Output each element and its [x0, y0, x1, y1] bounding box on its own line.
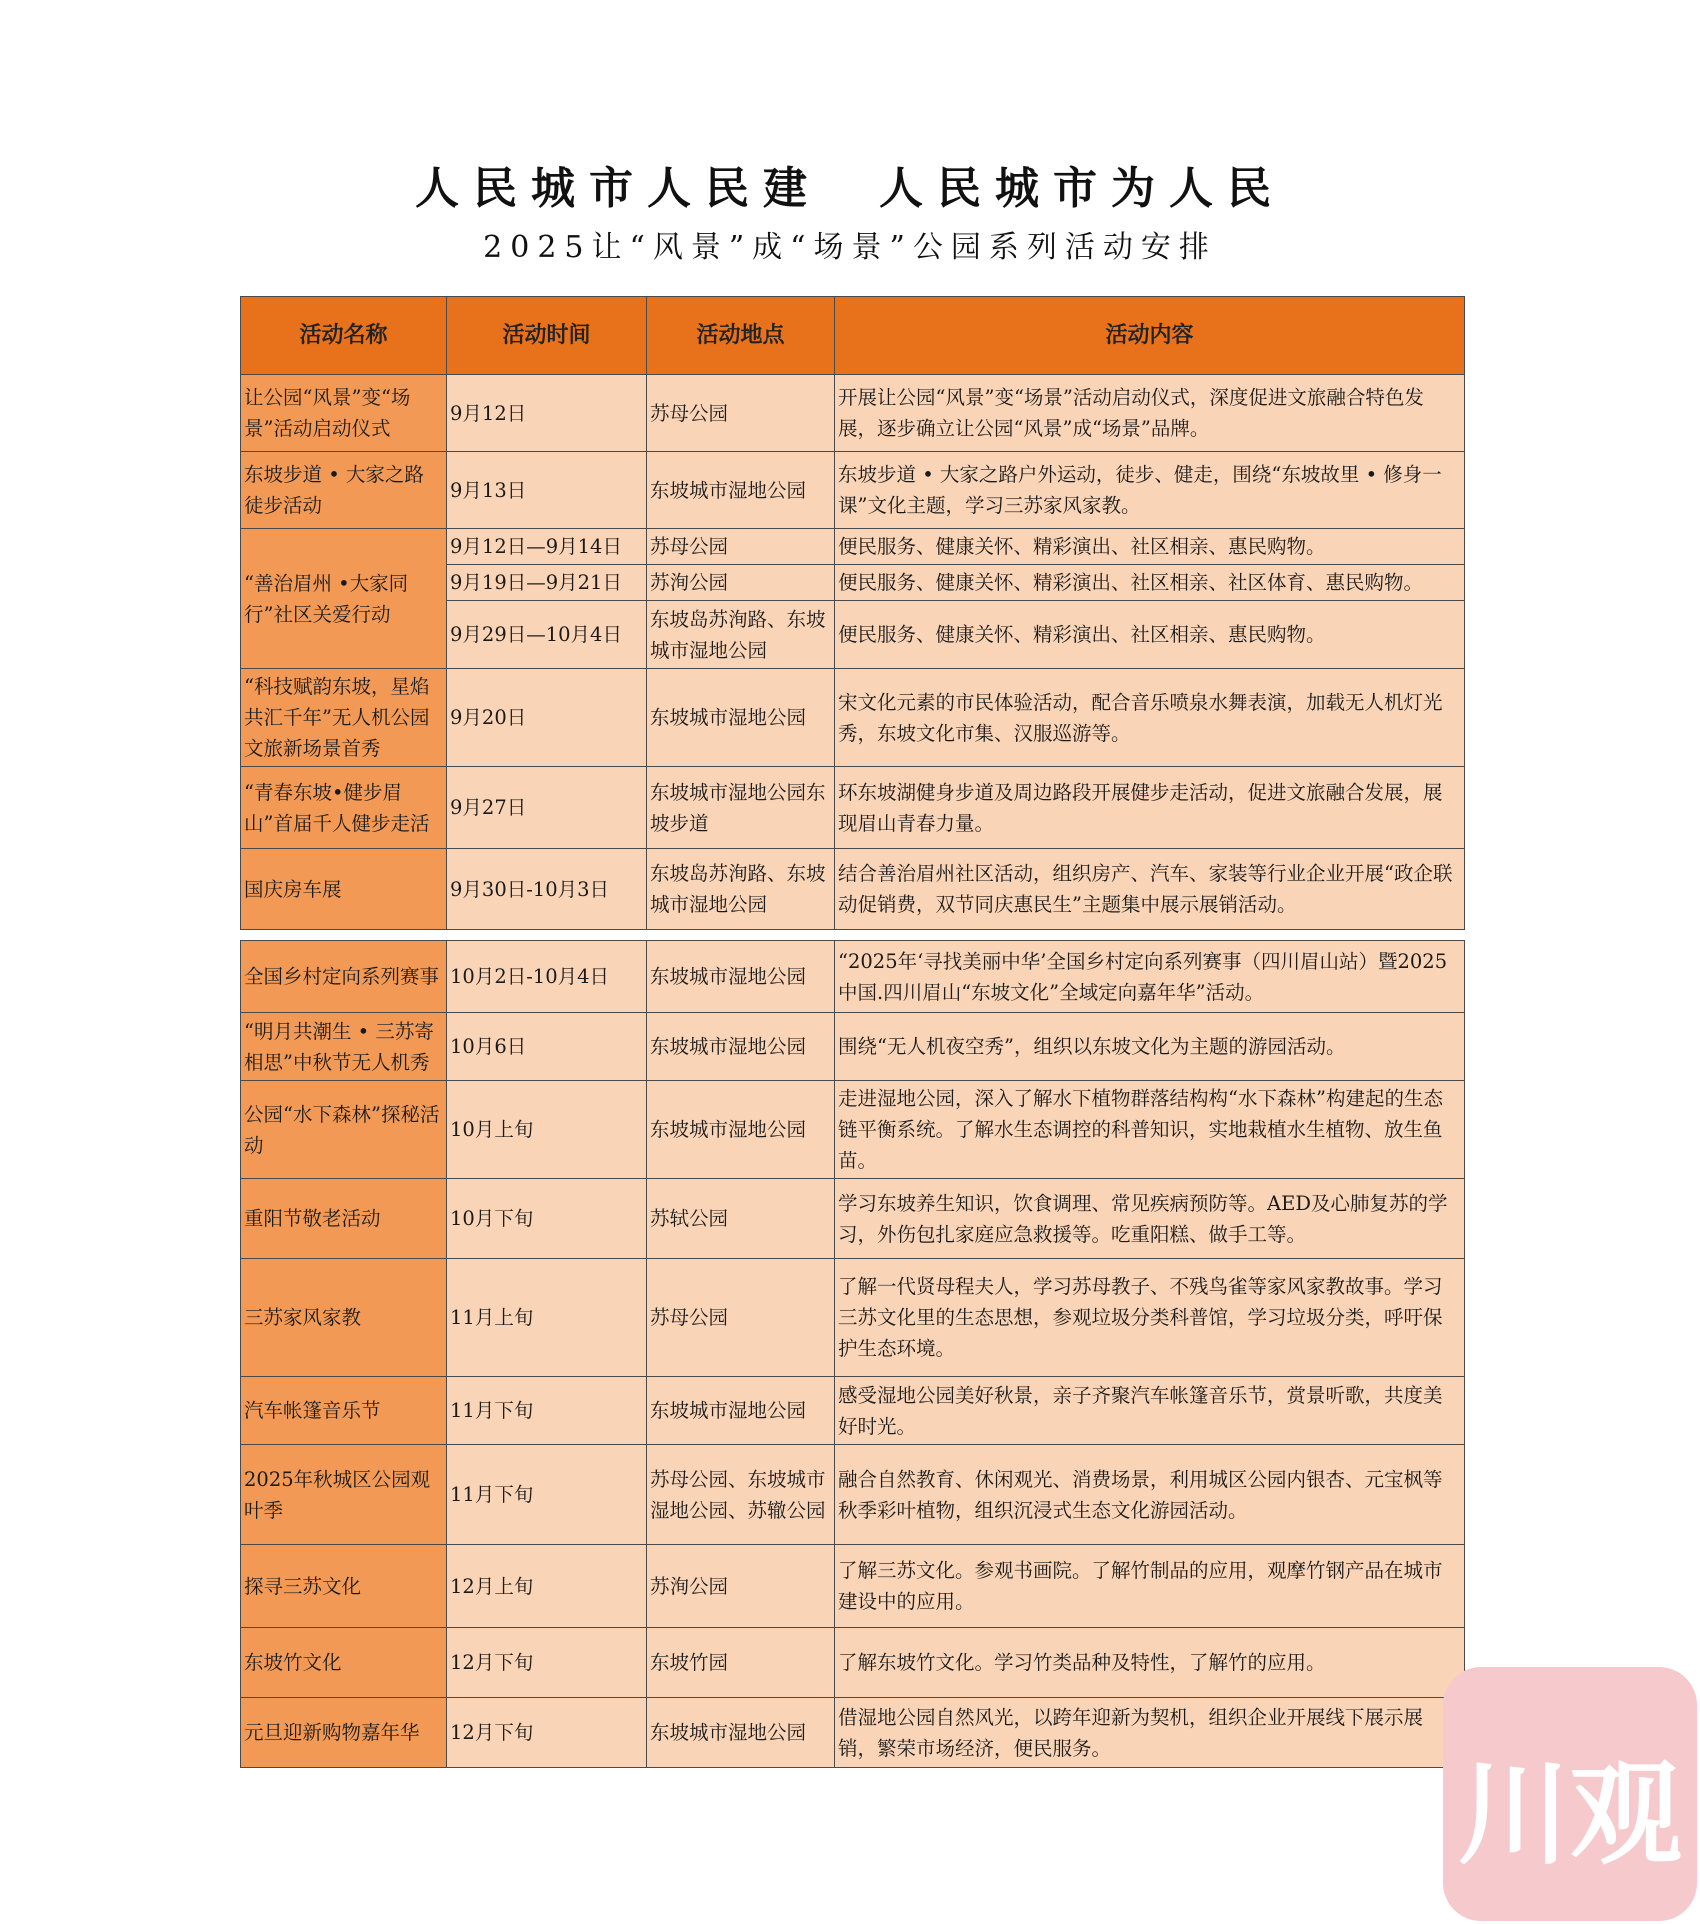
table-row	[241, 375, 1465, 452]
table-row	[241, 1377, 1465, 1445]
activity-time: 9月29日—10月4日	[447, 601, 647, 669]
activity-time: 12月上旬	[447, 1545, 647, 1628]
activity-place: 东坡城市湿地公园	[647, 1377, 835, 1445]
chuanguan-logo	[1443, 1667, 1697, 1921]
activity-time: 9月12日	[447, 375, 647, 452]
activity-content: 走进湿地公园，深入了解水下植物群落结构构“水下森林”构建起的生态链平衡系统。了解水生态调控的科普知识，实地栽植水生植物、放生鱼苗。	[835, 1081, 1465, 1179]
activity-name: “青春东坡•健步眉山”首届千人健步走活	[241, 767, 447, 849]
table-row	[241, 452, 1465, 529]
activity-time: 11月下旬	[447, 1445, 647, 1545]
activity-name: “明月共潮生 • 三苏寄相思”中秋节无人机秀	[241, 1013, 447, 1081]
table-row	[241, 1545, 1465, 1628]
activity-place: 苏母公园、东坡城市湿地公园、苏辙公园	[647, 1445, 835, 1545]
logo-text: 川观	[1458, 1750, 1682, 1880]
activity-name: 重阳节敬老活动	[241, 1179, 447, 1259]
activity-name: 2025年秋城区公园观叶季	[241, 1445, 447, 1545]
activity-name: 元旦迎新购物嘉年华	[241, 1698, 447, 1768]
activity-time: 11月下旬	[447, 1377, 647, 1445]
activity-time: 10月6日	[447, 1013, 647, 1081]
table-row	[241, 941, 1465, 1013]
table-row	[241, 529, 1465, 565]
page-title: 人民城市人民建 人民城市为人民	[415, 163, 1285, 214]
activity-name: 让公园“风景”变“场景”活动启动仪式	[241, 375, 447, 452]
table-row	[241, 1259, 1465, 1377]
activity-content: 了解三苏文化。参观书画院。了解竹制品的应用，观摩竹钢产品在城市建设中的应用。	[835, 1545, 1465, 1628]
activity-time: 9月12日—9月14日	[447, 529, 647, 565]
table-row	[241, 1445, 1465, 1545]
activity-time: 9月13日	[447, 452, 647, 529]
activity-place: 苏洵公园	[647, 565, 835, 601]
activity-content: 了解一代贤母程夫人，学习苏母教子、不残鸟雀等家风家教故事。学习三苏文化里的生态思想，参观垃圾分类科普馆，学习垃圾分类，呼吁保护生态环境。	[835, 1259, 1465, 1377]
activity-content: 结合善治眉州社区活动，组织房产、汽车、家装等行业企业开展“政企联动促销费，双节同庆惠民生”主题集中展示展销活动。	[835, 849, 1465, 930]
activity-place: 东坡城市湿地公园	[647, 1081, 835, 1179]
activity-content: 宋文化元素的市民体验活动，配合音乐喷泉水舞表演，加载无人机灯光秀，东坡文化市集、汉服巡游等。	[835, 669, 1465, 767]
activity-name: 全国乡村定向系列赛事	[241, 941, 447, 1013]
activity-content: 感受湿地公园美好秋景，亲子齐聚汽车帐篷音乐节，赏景听歌，共度美好时光。	[835, 1377, 1465, 1445]
table-row	[241, 1698, 1465, 1768]
table-row	[241, 1013, 1465, 1081]
table-header-row	[241, 297, 1465, 375]
activity-name: “善治眉州 •大家同行”社区关爱行动	[241, 529, 447, 669]
activity-name: “科技赋韵东坡，星焰共汇千年”无人机公园文旅新场景首秀	[241, 669, 447, 767]
activity-time: 11月上旬	[447, 1259, 647, 1377]
table-row	[241, 767, 1465, 849]
activity-content: 环东坡湖健身步道及周边路段开展健步走活动，促进文旅融合发展，展现眉山青春力量。	[835, 767, 1465, 849]
activity-time: 12月下旬	[447, 1698, 647, 1768]
activity-content: 开展让公园“风景”变“场景”活动启动仪式，深度促进文旅融合特色发展，逐步确立让公园“风景”成“场景”品牌。	[835, 375, 1465, 452]
schedule-table-part1	[240, 296, 1465, 930]
activity-name: 东坡步道 • 大家之路徒步活动	[241, 452, 447, 529]
activity-place: 东坡城市湿地公园	[647, 941, 835, 1013]
activity-place: 东坡竹园	[647, 1628, 835, 1698]
activity-name: 汽车帐篷音乐节	[241, 1377, 447, 1445]
activity-time: 12月下旬	[447, 1628, 647, 1698]
header-activity-time: 活动时间	[447, 297, 647, 375]
schedule-table-part2	[240, 940, 1465, 1768]
activity-content: “2025年‘寻找美丽中华’全国乡村定向系列赛事（四川眉山站）暨2025中国.四川眉山“东坡文化”全域定向嘉年华”活动。	[835, 941, 1465, 1013]
header-activity-name: 活动名称	[241, 297, 447, 375]
activity-time: 10月下旬	[447, 1179, 647, 1259]
activity-place: 东坡城市湿地公园东坡步道	[647, 767, 835, 849]
activity-time: 9月27日	[447, 767, 647, 849]
activity-time: 9月19日—9月21日	[447, 565, 647, 601]
table-row	[241, 1081, 1465, 1179]
activity-content: 便民服务、健康关怀、精彩演出、社区相亲、社区体育、惠民购物。	[835, 565, 1465, 601]
activity-place: 苏母公园	[647, 529, 835, 565]
activity-place: 东坡城市湿地公园	[647, 452, 835, 529]
activity-content: 借湿地公园自然风光，以跨年迎新为契机，组织企业开展线下展示展销，繁荣市场经济，便民服务。	[835, 1698, 1465, 1768]
activity-name: 探寻三苏文化	[241, 1545, 447, 1628]
activity-name: 东坡竹文化	[241, 1628, 447, 1698]
activity-name: 公园“水下森林”探秘活动	[241, 1081, 447, 1179]
table-row	[241, 669, 1465, 767]
activity-place: 东坡岛苏洵路、东坡城市湿地公园	[647, 601, 835, 669]
activity-time: 9月20日	[447, 669, 647, 767]
activity-name: 国庆房车展	[241, 849, 447, 930]
activity-place: 苏轼公园	[647, 1179, 835, 1259]
activity-time: 9月30日-10月3日	[447, 849, 647, 930]
activity-place: 苏母公园	[647, 1259, 835, 1377]
activity-time: 10月2日-10月4日	[447, 941, 647, 1013]
activity-content: 便民服务、健康关怀、精彩演出、社区相亲、惠民购物。	[835, 601, 1465, 669]
activity-place: 东坡岛苏洵路、东坡城市湿地公园	[647, 849, 835, 930]
activity-time: 10月上旬	[447, 1081, 647, 1179]
activity-place: 东坡城市湿地公园	[647, 669, 835, 767]
activity-content: 了解东坡竹文化。学习竹类品种及特性，了解竹的应用。	[835, 1628, 1465, 1698]
page-subtitle: 2025让“风景”成“场景”公园系列活动安排	[483, 230, 1217, 265]
activity-content: 便民服务、健康关怀、精彩演出、社区相亲、惠民购物。	[835, 529, 1465, 565]
activity-content: 融合自然教育、休闲观光、消费场景，利用城区公园内银杏、元宝枫等秋季彩叶植物，组织沉浸式生态文化游园活动。	[835, 1445, 1465, 1545]
header-activity-content: 活动内容	[835, 297, 1465, 375]
activity-content: 东坡步道 • 大家之路户外运动，徒步、健走，围绕“东坡故里 • 修身一课”文化主题，学习三苏家风家教。	[835, 452, 1465, 529]
activity-place: 东坡城市湿地公园	[647, 1698, 835, 1768]
activity-content: 围绕“无人机夜空秀”，组织以东坡文化为主题的游园活动。	[835, 1013, 1465, 1081]
activity-place: 苏洵公园	[647, 1545, 835, 1628]
activity-content: 学习东坡养生知识，饮食调理、常见疾病预防等。AED及心肺复苏的学习，外伤包扎家庭应急救援等。吃重阳糕、做手工等。	[835, 1179, 1465, 1259]
table-row	[241, 1179, 1465, 1259]
table-row	[241, 849, 1465, 930]
activity-place: 苏母公园	[647, 375, 835, 452]
activity-place: 东坡城市湿地公园	[647, 1013, 835, 1081]
header-activity-place: 活动地点	[647, 297, 835, 375]
table-row	[241, 1628, 1465, 1698]
activity-name: 三苏家风家教	[241, 1259, 447, 1377]
